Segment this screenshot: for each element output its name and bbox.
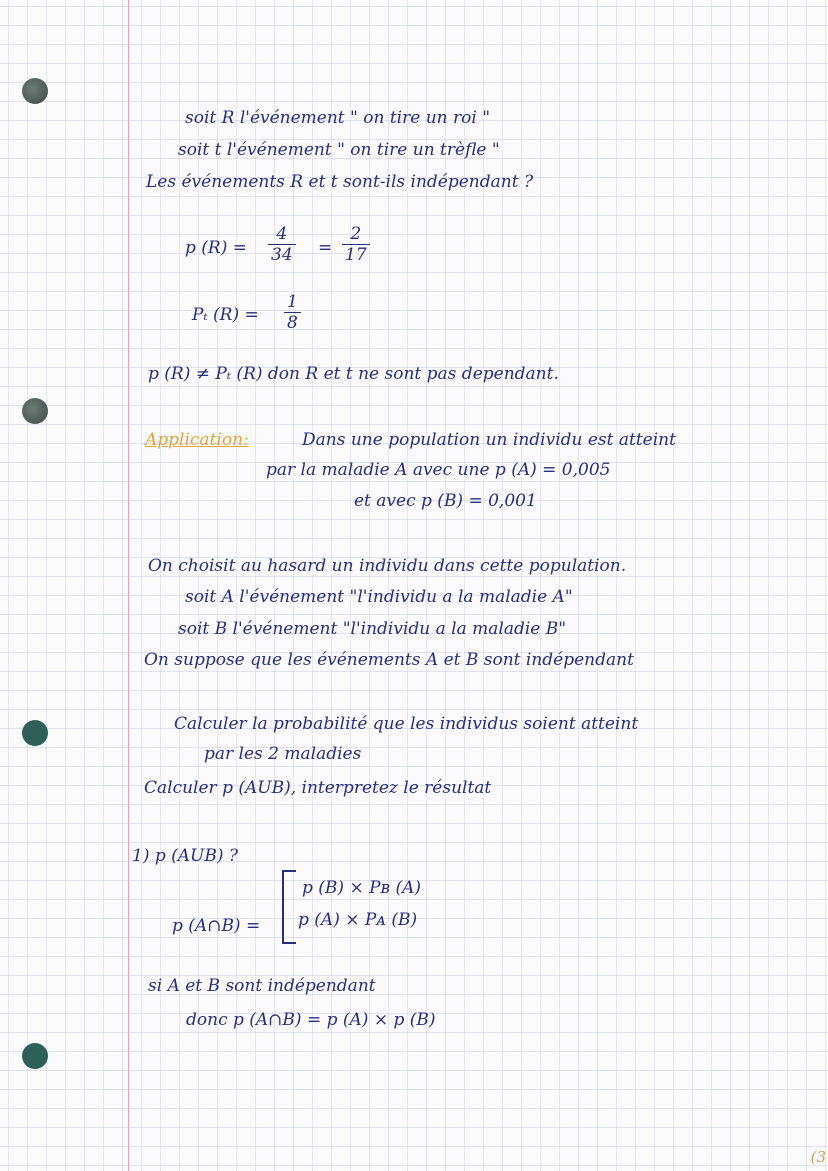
independence-formula: donc p (A∩B) = p (A) × p (B) [186,1010,436,1030]
question-line-1: Calculer la probabilité que les individus soient atteint [174,714,639,734]
pr-label: p (R) = [185,238,247,258]
paragraph-line-1: On choisit au hasard un individu dans cette population. [148,556,627,576]
event-r-definition: soit R l'événement " on tire un roi " [185,108,491,128]
event-t-definition: soit t l'événement " on tire un trèfle " [178,140,500,160]
question-line-3: Calculer p (AUB), interpretez le résultat [144,778,492,798]
denominator: 8 [287,313,298,333]
paragraph-line-4: On suppose que les événements A et B sont indépendant [144,650,634,670]
application-heading: Application: [145,430,249,450]
binder-hole [22,78,48,104]
fraction-2-17 [342,224,370,265]
numerator: 4 [276,224,288,244]
denominator: 17 [345,245,367,265]
intersection-formula-top: p (B) × Pʙ (A) [302,878,422,898]
intersection-formula-bottom: p (A) × Pᴀ (B) [298,910,418,930]
answer-1-heading: 1) p (AUB) ? [132,846,239,866]
application-line-1: Dans une population un individu est atteint [302,430,676,450]
application-line-3: et avec p (B) = 0,001 [354,491,537,511]
independence-question: Les événements R et t sont-ils indépendant ? [146,172,534,192]
margin-line [128,0,129,1171]
binder-hole [22,1043,48,1069]
bracket [282,870,296,944]
paragraph-line-2: soit A l'événement "l'individu a la maladie A" [185,587,573,607]
fraction-1-8 [284,292,301,333]
intersection-label: p (A∩B) = [172,916,261,936]
paragraph-line-3: soit B l'événement "l'individu a la maladie B" [178,619,567,639]
application-line-2: par la maladie A avec une p (A) = 0,005 [266,460,611,480]
question-line-2: par les 2 maladies [204,744,362,764]
denominator: 34 [271,245,293,265]
numerator: 1 [287,292,298,312]
ptr-label: Pₜ (R) = [192,305,259,325]
binder-hole [22,398,48,424]
independence-note: si A et B sont indépendant [148,976,376,996]
fraction-4-34 [268,224,296,265]
equals-sign: = [318,238,333,258]
numerator: 2 [350,224,362,244]
binder-hole [22,720,48,746]
conclusion-line: p (R) ≠ Pₜ (R) don R et t ne sont pas dependant. [148,364,559,384]
page-number: (3 [810,1148,826,1166]
